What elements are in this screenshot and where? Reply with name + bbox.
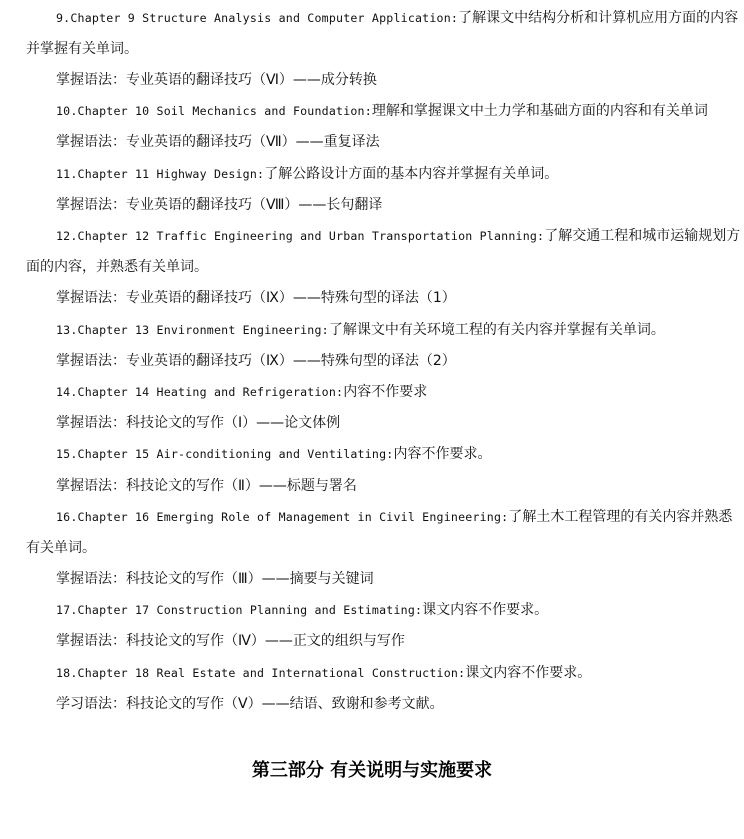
chapter-14-line (0, 381, 744, 403)
chapter-13-line (0, 319, 744, 341)
chapter-9-desc-cont: 并掌握有关单词。 (26, 41, 138, 57)
chapter-9-title: 9.Chapter 9 Structure Analysis and Computer Application: (56, 11, 459, 25)
chapter-12-desc: 了解交通工程和城市运输规划方 (544, 228, 741, 244)
grammar-11: 掌握语法：专业英语的翻译技巧（Ⅷ）——长句翻译 (56, 197, 383, 213)
grammar-10: 掌握语法：专业英语的翻译技巧（Ⅶ）——重复译法 (56, 134, 380, 150)
chapter-10-title: 10.Chapter 10 Soil Mechanics and Foundation: (56, 104, 372, 118)
chapter-9-desc: 了解课文中结构分析和计算机应用方面的内容 (458, 10, 739, 26)
grammar-13: 掌握语法：专业英语的翻译技巧（Ⅸ）——特殊句型的译法（2） (56, 353, 456, 369)
chapter-15-line (0, 443, 744, 465)
chapter-9-line (0, 7, 744, 29)
chapter-16-title: 16.Chapter 16 Emerging Role of Management in Civil Engineering: (56, 510, 509, 524)
chapter-13-desc: 了解课文中有关环境工程的有关内容并掌握有关单词。 (328, 322, 665, 338)
grammar-17: 掌握语法：科技论文的写作（Ⅳ）——正文的组织与写作 (56, 633, 405, 649)
section-heading: 第三部分 有关说明与实施要求 (251, 760, 493, 781)
grammar-9: 掌握语法：专业英语的翻译技巧（Ⅵ）——成分转换 (56, 72, 377, 88)
chapter-11-title: 11.Chapter 11 Highway Design: (56, 167, 265, 181)
chapter-17-line (0, 599, 744, 621)
chapter-11-desc: 了解公路设计方面的基本内容并掌握有关单词。 (264, 166, 559, 182)
grammar-15: 掌握语法：科技论文的写作（Ⅱ）——标题与署名 (56, 478, 357, 494)
chapter-16-line (0, 506, 744, 528)
chapter-10-line (0, 100, 744, 122)
chapter-18-line (0, 662, 744, 684)
chapter-14-title: 14.Chapter 14 Heating and Refrigeration: (56, 385, 344, 399)
grammar-14: 掌握语法：科技论文的写作（Ⅰ）——论文体例 (56, 415, 341, 431)
chapter-13-title: 13.Chapter 13 Environment Engineering: (56, 323, 329, 337)
chapter-12-line (0, 225, 744, 247)
chapter-14-desc: 内容不作要求 (343, 384, 428, 400)
chapter-18-desc: 课文内容不作要求。 (465, 665, 592, 681)
chapter-12-title: 12.Chapter 12 Traffic Engineering and Urban Transportation Planning: (56, 229, 545, 243)
chapter-17-desc: 课文内容不作要求。 (422, 602, 549, 618)
grammar-16: 掌握语法：科技论文的写作（Ⅲ）——摘要与关键词 (56, 571, 374, 587)
chapter-15-desc: 内容不作要求。 (393, 446, 492, 462)
chapter-17-title: 17.Chapter 17 Construction Planning and Estimating: (56, 603, 423, 617)
grammar-12: 掌握语法：专业英语的翻译技巧（Ⅸ）——特殊句型的译法（1） (56, 290, 456, 306)
chapter-12-desc-cont: 面的内容，并熟悉有关单词。 (26, 259, 208, 275)
chapter-15-title: 15.Chapter 15 Air-conditioning and Ventilating: (56, 447, 394, 461)
chapter-16-desc-cont: 有关单词。 (26, 540, 96, 556)
chapter-10-desc: 理解和掌握课文中土力学和基础方面的内容和有关单词 (371, 103, 708, 119)
chapter-18-title: 18.Chapter 18 Real Estate and International Construction: (56, 666, 466, 680)
grammar-18: 学习语法：科技论文的写作（Ⅴ）——结语、致谢和参考文献。 (56, 696, 444, 712)
chapter-16-desc: 了解土木工程管理的有关内容并熟悉 (508, 509, 733, 525)
chapter-11-line (0, 163, 744, 185)
